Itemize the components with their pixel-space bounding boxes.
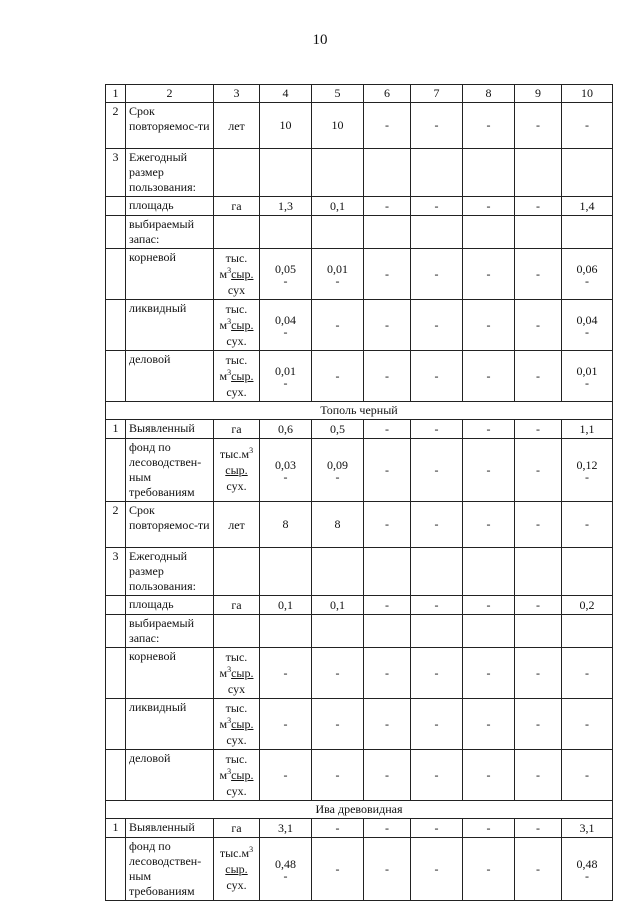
value-cell: - — [312, 648, 364, 699]
value-cell: - — [260, 648, 312, 699]
value-cell: - — [364, 439, 411, 502]
row-indicator: выбираемый запас: — [126, 216, 214, 249]
value-cell: - — [260, 750, 312, 801]
value-cell: - — [364, 197, 411, 216]
table-row — [106, 197, 613, 216]
row-number: 3 — [106, 548, 126, 596]
value-cell: - — [463, 596, 515, 615]
row-number — [106, 351, 126, 402]
column-header: 9 — [515, 85, 562, 103]
value-cell: - — [411, 838, 463, 901]
value-cell: - — [312, 300, 364, 351]
value-cell: - — [411, 300, 463, 351]
row-number — [106, 197, 126, 216]
row-indicator: выбираемый запас: — [126, 615, 214, 648]
row-number — [106, 596, 126, 615]
value-cell: 8 — [312, 502, 364, 548]
table-row — [106, 699, 613, 750]
value-cell: 1,3 — [260, 197, 312, 216]
value-cell — [312, 548, 364, 596]
value-cell: - — [515, 699, 562, 750]
row-number — [106, 216, 126, 249]
value-cell — [260, 216, 312, 249]
value-cell: 0,6 — [260, 420, 312, 439]
value-cell — [562, 149, 613, 197]
value-cell: - — [463, 819, 515, 838]
row-number — [106, 838, 126, 901]
table-row — [106, 300, 613, 351]
value-cell: - — [463, 838, 515, 901]
value-cell — [312, 615, 364, 648]
value-cell — [411, 615, 463, 648]
row-indicator: Выявленный — [126, 420, 214, 439]
value-cell — [515, 548, 562, 596]
row-indicator: корневой — [126, 648, 214, 699]
value-cell: 1,4 — [562, 197, 613, 216]
value-cell: - — [364, 420, 411, 439]
row-unit: $тыс.м^3$ сыр. сух. — [214, 439, 260, 502]
section-title: Ива древовидная — [106, 801, 613, 819]
value-cell: - — [411, 420, 463, 439]
value-cell: - — [515, 648, 562, 699]
table-row — [106, 615, 613, 648]
value-cell: - — [515, 197, 562, 216]
value-cell: 0,01 - — [562, 351, 613, 402]
row-unit: тыс. $м^3сыр$. сух. — [214, 750, 260, 801]
value-cell: - — [463, 249, 515, 300]
value-cell — [515, 149, 562, 197]
row-number: 1 — [106, 420, 126, 439]
data-table — [105, 84, 613, 901]
value-cell: 0,09 - — [312, 439, 364, 502]
value-cell — [364, 149, 411, 197]
table-row — [106, 750, 613, 801]
row-unit: га — [214, 596, 260, 615]
value-cell: - — [463, 699, 515, 750]
value-cell: - — [515, 300, 562, 351]
column-header: 6 — [364, 85, 411, 103]
table-row — [106, 216, 613, 249]
row-indicator: ликвидный — [126, 300, 214, 351]
value-cell: 10 — [312, 103, 364, 149]
value-cell: - — [562, 750, 613, 801]
column-header: 1 — [106, 85, 126, 103]
value-cell: - — [463, 300, 515, 351]
table-row — [106, 420, 613, 439]
value-cell: - — [364, 502, 411, 548]
value-cell: - — [515, 420, 562, 439]
value-cell: - — [463, 420, 515, 439]
value-cell: - — [364, 750, 411, 801]
value-cell: - — [515, 750, 562, 801]
column-header: 8 — [463, 85, 515, 103]
table-row — [106, 439, 613, 502]
value-cell: - — [411, 819, 463, 838]
column-header: 10 — [562, 85, 613, 103]
row-indicator: площадь — [126, 596, 214, 615]
header-row — [106, 85, 613, 103]
row-unit — [214, 548, 260, 596]
value-cell: - — [463, 439, 515, 502]
table-row — [106, 149, 613, 197]
value-cell: - — [463, 103, 515, 149]
row-indicator: Ежегодный размер пользования: — [126, 548, 214, 596]
row-number — [106, 648, 126, 699]
value-cell: - — [364, 103, 411, 149]
value-cell: - — [312, 351, 364, 402]
table-row — [106, 502, 613, 548]
row-unit: га — [214, 819, 260, 838]
value-cell — [562, 216, 613, 249]
value-cell: - — [515, 103, 562, 149]
value-cell — [411, 149, 463, 197]
table-row — [106, 648, 613, 699]
row-indicator: деловой — [126, 351, 214, 402]
value-cell: 0,48 - — [260, 838, 312, 901]
table-row — [106, 249, 613, 300]
value-cell: - — [312, 699, 364, 750]
value-cell: 0,05 - — [260, 249, 312, 300]
value-cell: - — [411, 699, 463, 750]
value-cell: 0,1 — [312, 197, 364, 216]
page-number: 10 — [312, 32, 328, 48]
row-number: 2 — [106, 103, 126, 149]
value-cell: - — [515, 819, 562, 838]
row-indicator: Срок повторяемос-ти — [126, 103, 214, 149]
row-indicator: Ежегодный размер пользования: — [126, 149, 214, 197]
value-cell: - — [515, 249, 562, 300]
value-cell: - — [463, 648, 515, 699]
value-cell: 0,1 — [312, 596, 364, 615]
column-header: 7 — [411, 85, 463, 103]
row-number — [106, 750, 126, 801]
value-cell: - — [562, 699, 613, 750]
value-cell: 0,04 - — [260, 300, 312, 351]
value-cell — [515, 615, 562, 648]
table-row — [106, 838, 613, 901]
value-cell — [260, 548, 312, 596]
value-cell — [463, 548, 515, 596]
value-cell: - — [411, 750, 463, 801]
value-cell: 0,48 - — [562, 838, 613, 901]
value-cell: - — [515, 502, 562, 548]
value-cell: - — [515, 838, 562, 901]
value-cell: - — [463, 197, 515, 216]
row-unit: га — [214, 197, 260, 216]
row-number — [106, 699, 126, 750]
row-unit — [214, 216, 260, 249]
value-cell: - — [411, 502, 463, 548]
row-unit: тыс. $м^3сыр$. сух. — [214, 699, 260, 750]
row-number: 3 — [106, 149, 126, 197]
row-indicator: корневой — [126, 249, 214, 300]
value-cell: 10 — [260, 103, 312, 149]
value-cell: - — [411, 351, 463, 402]
row-number — [106, 615, 126, 648]
row-unit: тыс. $м^3сыр$. сух. — [214, 351, 260, 402]
row-number: 1 — [106, 819, 126, 838]
row-number: 2 — [106, 502, 126, 548]
value-cell: 0,12 - — [562, 439, 613, 502]
row-unit: тыс. $м^3сыр$. сух — [214, 648, 260, 699]
section-title-row — [106, 402, 613, 420]
value-cell: - — [364, 596, 411, 615]
value-cell: - — [411, 103, 463, 149]
value-cell: - — [364, 300, 411, 351]
section-title: Тополь черный — [106, 402, 613, 420]
row-number — [106, 300, 126, 351]
value-cell: - — [364, 648, 411, 699]
value-cell — [312, 216, 364, 249]
row-indicator: деловой — [126, 750, 214, 801]
column-header: 5 — [312, 85, 364, 103]
value-cell: - — [364, 699, 411, 750]
value-cell: - — [364, 351, 411, 402]
value-cell: - — [515, 596, 562, 615]
value-cell — [515, 216, 562, 249]
row-number — [106, 249, 126, 300]
value-cell: - — [364, 838, 411, 901]
section-title-row — [106, 801, 613, 819]
row-indicator: ликвидный — [126, 699, 214, 750]
value-cell: 0,06 - — [562, 249, 613, 300]
value-cell: 0,03 - — [260, 439, 312, 502]
row-indicator: Выявленный — [126, 819, 214, 838]
value-cell — [463, 216, 515, 249]
value-cell: 0,1 — [260, 596, 312, 615]
value-cell — [364, 548, 411, 596]
row-unit: тыс. $м^3сыр$. сух — [214, 249, 260, 300]
value-cell: 3,1 — [260, 819, 312, 838]
table-row — [106, 819, 613, 838]
value-cell: - — [312, 838, 364, 901]
value-cell: - — [364, 819, 411, 838]
value-cell — [260, 149, 312, 197]
value-cell: 0,5 — [312, 420, 364, 439]
value-cell: - — [364, 249, 411, 300]
value-cell: 3,1 — [562, 819, 613, 838]
value-cell: 1,1 — [562, 420, 613, 439]
value-cell: - — [562, 648, 613, 699]
value-cell — [463, 615, 515, 648]
row-indicator: Срок повторяемос-ти — [126, 502, 214, 548]
value-cell: - — [562, 502, 613, 548]
row-unit: лет — [214, 103, 260, 149]
column-header: 2 — [126, 85, 214, 103]
value-cell: - — [411, 197, 463, 216]
value-cell: - — [463, 750, 515, 801]
value-cell — [562, 615, 613, 648]
value-cell: - — [312, 750, 364, 801]
row-number — [106, 439, 126, 502]
row-unit: тыс. $м^3сыр$. сух. — [214, 300, 260, 351]
value-cell: 0,01 - — [312, 249, 364, 300]
table-row — [106, 103, 613, 149]
value-cell — [562, 548, 613, 596]
value-cell: - — [312, 819, 364, 838]
value-cell — [364, 216, 411, 249]
value-cell: 0,01 - — [260, 351, 312, 402]
value-cell: 8 — [260, 502, 312, 548]
value-cell: - — [463, 351, 515, 402]
value-cell — [312, 149, 364, 197]
table-row — [106, 596, 613, 615]
value-cell: - — [562, 103, 613, 149]
row-indicator: площадь — [126, 197, 214, 216]
table-row — [106, 548, 613, 596]
value-cell — [364, 615, 411, 648]
value-cell: - — [515, 439, 562, 502]
row-unit — [214, 149, 260, 197]
row-unit: га — [214, 420, 260, 439]
row-unit: лет — [214, 502, 260, 548]
value-cell: - — [411, 439, 463, 502]
value-cell: - — [260, 699, 312, 750]
value-cell: - — [411, 596, 463, 615]
column-header: 4 — [260, 85, 312, 103]
value-cell — [411, 216, 463, 249]
row-indicator: фонд по лесоводствен-ным требованиям — [126, 838, 214, 901]
value-cell — [463, 149, 515, 197]
value-cell — [411, 548, 463, 596]
value-cell: - — [411, 648, 463, 699]
column-header: 3 — [214, 85, 260, 103]
row-indicator: фонд по лесоводствен-ным требованиям — [126, 439, 214, 502]
value-cell: 0,04 - — [562, 300, 613, 351]
table-row — [106, 351, 613, 402]
row-unit: $тыс.м^3$ сыр. сух. — [214, 838, 260, 901]
value-cell — [260, 615, 312, 648]
value-cell: - — [463, 502, 515, 548]
value-cell: - — [411, 249, 463, 300]
value-cell: 0,2 — [562, 596, 613, 615]
row-unit — [214, 615, 260, 648]
value-cell: - — [515, 351, 562, 402]
